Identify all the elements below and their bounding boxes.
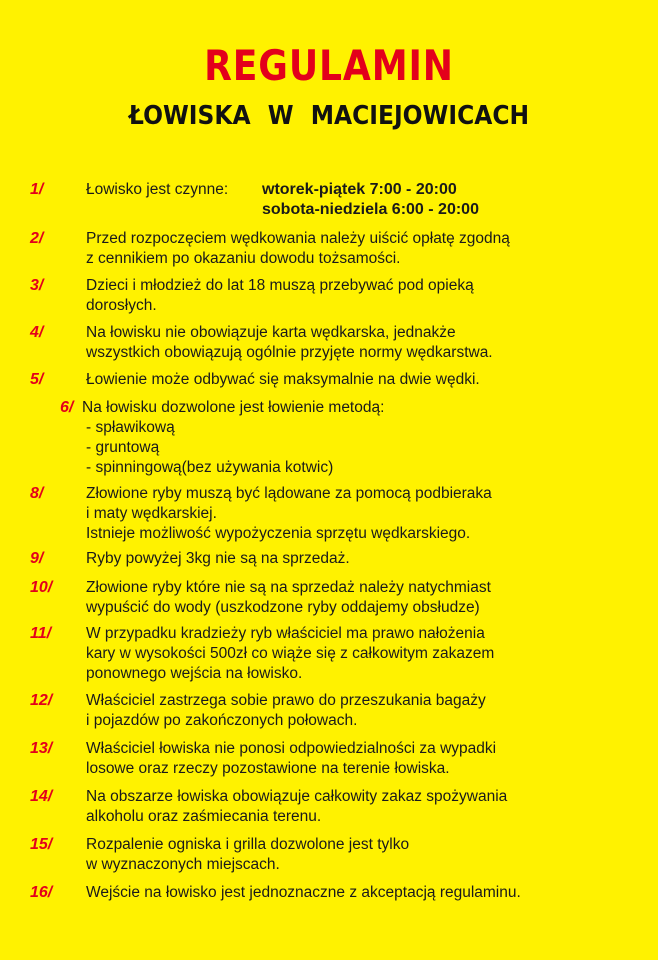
rule-number: 12/ [30, 692, 53, 709]
rule-number: 15/ [30, 836, 53, 853]
rule-number: 2/ [30, 230, 44, 247]
rule-number: 6/ [60, 399, 74, 416]
rule-text: Łowienie może odbywać się maksymalnie na dwie wędki. [86, 371, 480, 388]
rule-text: W przypadku kradzieży ryb właściciel ma prawo nałożenia kary w wysokości 500zł co wiąże się z całkowitym zakazem ponownego wejścia na łowisko. [86, 625, 495, 682]
rule-text: Dzieci i młodzież do lat 18 muszą przebywać pod opieką dorosłych. [86, 277, 474, 314]
rule-text: Złowione ryby które nie są na sprzedaż należy natychmiast wypuścić do wody (uszkodzone ryby oddajemy obsłudze) [86, 579, 491, 616]
rule-number: 4/ [30, 324, 44, 341]
page-title: REGULAMIN [204, 41, 454, 90]
rule-text: Na łowisku dozwolone jest łowienie metodą: - spławikową - gruntową - spinningową(bez używania kotwic) [82, 399, 385, 476]
rule-text: Właściciel łowiska nie ponosi odpowiedzialności za wypadki losowe oraz rzeczy pozostawione na terenie łowiska. [86, 740, 497, 777]
rule-number: 5/ [30, 371, 44, 388]
rule-number: 11/ [30, 625, 52, 642]
rule-number: 8/ [30, 485, 44, 502]
rule-number: 3/ [30, 277, 44, 294]
rule-text: Właściciel zastrzega sobie prawo do przeszukania bagaży i pojazdów po zakończonych połowach. [86, 692, 486, 729]
rule-text: Wejście na łowisko jest jednoznaczne z akceptacją regulaminu. [86, 884, 521, 901]
rule-text: Łowisko jest czynne: [86, 181, 229, 198]
rule-text: Na obszarze łowiska obowiązuje całkowity zakaz spożywania alkoholu oraz zaśmiecania terenu. [86, 788, 508, 825]
rule-number: 13/ [30, 740, 53, 757]
rule-text: Przed rozpoczęciem wędkowania należy uiścić opłatę zgodną z cennikiem po okazaniu dowodu tożsamości. [86, 230, 510, 267]
opening-hours [262, 180, 479, 220]
rule-text: Złowione ryby muszą być lądowane za pomocą podbieraka i maty wędkarskiej. Istnieje możliwość wypożyczenia sprzętu wędkarskiego. [86, 485, 492, 542]
page-subtitle: ŁOWISKA W MACIEJOWICACH [128, 101, 530, 131]
rule-number: 16/ [30, 884, 53, 901]
rule-text: Rozpalenie ogniska i grilla dozwolone jest tylko w wyznaczonych miejscach. [86, 836, 410, 873]
rule-text: Na łowisku nie obowiązuje karta wędkarska, jednakże wszystkich obowiązują ogólnie przyjęte normy wędkarstwa. [86, 324, 493, 361]
rule-number: 10/ [30, 579, 53, 596]
hours-weekdays: wtorek-piątek 7:00 - 20:00 [262, 181, 457, 198]
rule-number: 9/ [30, 550, 44, 567]
rule-text: Ryby powyżej 3kg nie są na sprzedaż. [86, 550, 350, 567]
rule-number: 1/ [30, 181, 44, 198]
rule-number: 14/ [30, 788, 53, 805]
hours-weekend: sobota-niedziela 6:00 - 20:00 [262, 201, 479, 218]
